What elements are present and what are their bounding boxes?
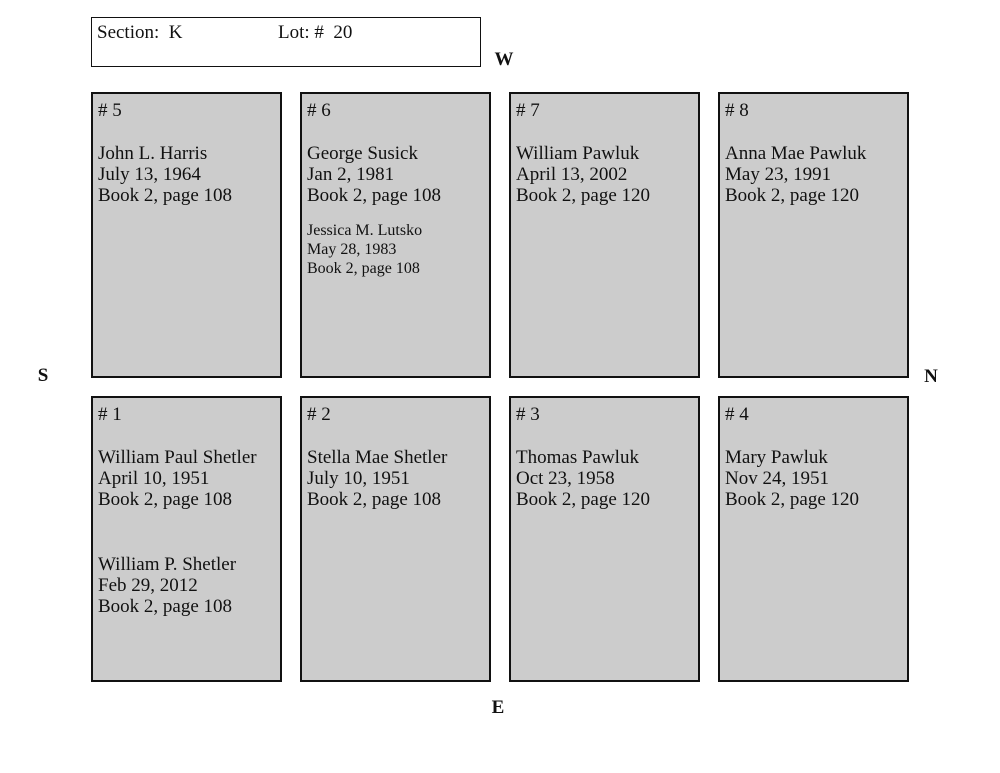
plot-7 — [509, 92, 700, 378]
burial-entry — [725, 143, 907, 206]
burial-date: July 10, 1951 — [307, 468, 410, 489]
plot-3 — [509, 396, 700, 682]
burial-date: May 23, 1991 — [725, 164, 832, 185]
burial-record: Book 2, page 120 — [725, 489, 860, 510]
plot-8 — [718, 92, 909, 378]
plot-number: # 8 — [725, 100, 749, 121]
plot-number: # 4 — [725, 404, 749, 425]
plot-1 — [91, 396, 282, 682]
burial-name: John L. Harris — [98, 143, 208, 164]
burial-name: George Susick — [307, 143, 418, 164]
burial-date: Jan 2, 1981 — [307, 164, 395, 185]
plot-number: # 5 — [98, 100, 122, 121]
burial-date: May 28, 1983 — [307, 241, 397, 258]
burial-entry — [98, 447, 280, 510]
burial-date: April 13, 2002 — [516, 164, 628, 185]
burial-date: Feb 29, 2012 — [98, 575, 198, 596]
burial-name: William Paul Shetler — [98, 447, 257, 468]
burial-entry — [307, 143, 489, 206]
burial-date: July 13, 1964 — [98, 164, 201, 185]
burial-name: Anna Mae Pawluk — [725, 143, 867, 164]
burial-date: April 10, 1951 — [98, 468, 210, 489]
section-lot-header — [91, 17, 481, 67]
plot-2 — [300, 396, 491, 682]
burial-record: Book 2, page 108 — [307, 260, 420, 277]
burial-name: William Pawluk — [516, 143, 640, 164]
burial-record: Book 2, page 120 — [725, 185, 860, 206]
burial-record: Book 2, page 120 — [516, 185, 651, 206]
lot-label: Lot: # 20 — [278, 22, 353, 43]
burial-record: Book 2, page 108 — [98, 489, 233, 510]
burial-name: Mary Pawluk — [725, 447, 828, 468]
plot-5 — [91, 92, 282, 378]
burial-entry — [516, 447, 698, 510]
plot-number: # 7 — [516, 100, 540, 121]
compass-west: W — [494, 49, 514, 70]
burial-name: Jessica M. Lutsko — [307, 222, 423, 239]
burial-entry — [725, 447, 907, 510]
burial-entry — [516, 143, 698, 206]
burial-name: William P. Shetler — [98, 554, 237, 575]
burial-date: Nov 24, 1951 — [725, 468, 829, 489]
burial-entry — [307, 447, 489, 510]
burial-name: Thomas Pawluk — [516, 447, 639, 468]
burial-record: Book 2, page 108 — [307, 489, 442, 510]
plot-number: # 6 — [307, 100, 331, 121]
burial-record: Book 2, page 108 — [98, 185, 233, 206]
plot-6 — [300, 92, 491, 378]
plot-number: # 3 — [516, 404, 540, 425]
plot-number: # 2 — [307, 404, 331, 425]
burial-record: Book 2, page 108 — [307, 185, 442, 206]
burial-entry — [98, 143, 280, 206]
plot-4 — [718, 396, 909, 682]
plot-number: # 1 — [98, 404, 122, 425]
compass-north: N — [924, 366, 938, 387]
burial-record: Book 2, page 120 — [516, 489, 651, 510]
burial-entry — [98, 554, 280, 617]
compass-east: E — [491, 697, 505, 718]
section-label: Section: K — [97, 22, 183, 43]
burial-date: Oct 23, 1958 — [516, 468, 615, 489]
burial-record: Book 2, page 108 — [98, 596, 233, 617]
compass-south: S — [37, 365, 49, 386]
burial-entry — [307, 221, 489, 278]
burial-name: Stella Mae Shetler — [307, 447, 448, 468]
